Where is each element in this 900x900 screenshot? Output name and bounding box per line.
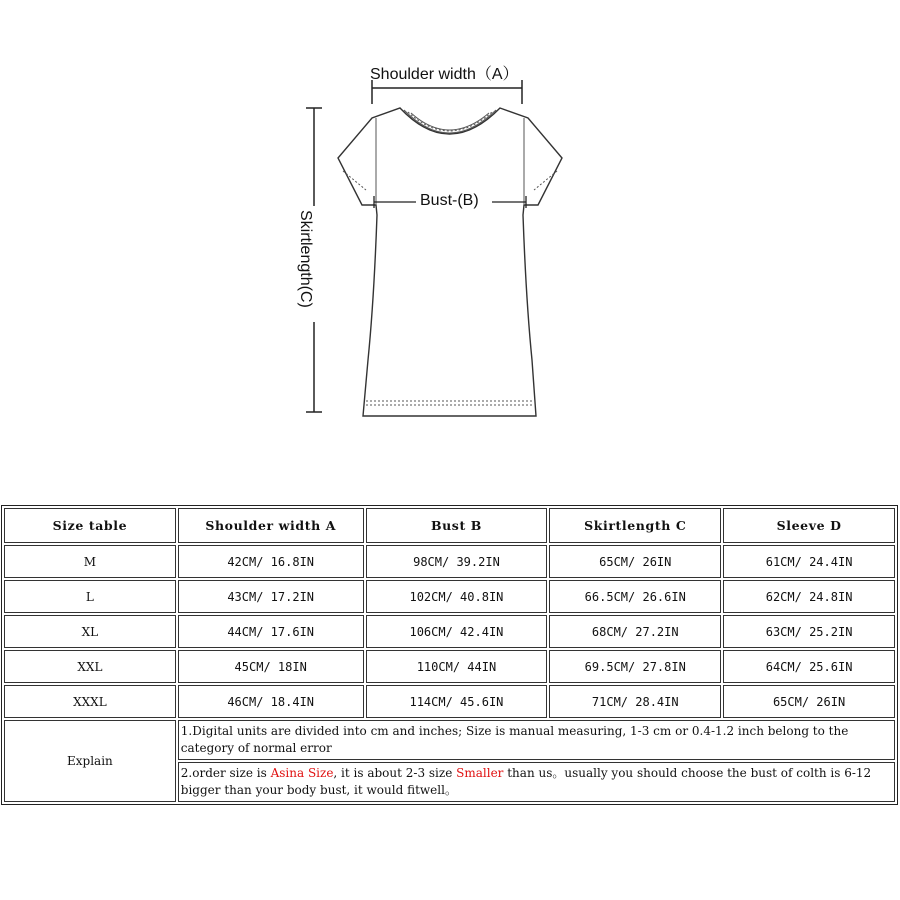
explain-row-1	[4, 720, 895, 760]
header-skirtlength: Skirtlength C	[549, 508, 721, 543]
size-cell: XXL	[4, 650, 176, 683]
table-row	[4, 685, 895, 718]
shoulder-cell: 45CM/ 18IN	[178, 650, 364, 683]
note-2-highlight-smaller: Smaller	[456, 766, 504, 780]
skirt-cell: 69.5CM/ 27.8IN	[549, 650, 721, 683]
garment-outline	[338, 108, 562, 416]
note-2-text-b: , it is about 2-3 size	[333, 766, 457, 780]
sleeve-cell: 63CM/ 25.2IN	[723, 615, 895, 648]
skirt-cell: 66.5CM/ 26.6IN	[549, 580, 721, 613]
explain-label: Explain	[4, 720, 176, 802]
header-size: Size table	[4, 508, 176, 543]
header-shoulder: Shoulder width A	[178, 508, 364, 543]
note-2-highlight-asina-size: Asina Size	[270, 766, 334, 780]
shoulder-cell: 46CM/ 18.4IN	[178, 685, 364, 718]
size-cell: L	[4, 580, 176, 613]
shoulder-width-label: Shoulder width（A）	[370, 66, 519, 83]
note-2-text-a: 2.order size is	[180, 766, 271, 780]
bust-cell: 114CM/ 45.6IN	[366, 685, 548, 718]
note-1: 1.Digital units are divided into cm and inches; Size is manual measuring, 1-3 cm or 0.4-1.2 inch belong to the category of normal error	[178, 720, 895, 760]
table-row	[4, 545, 895, 578]
size-cell: XXXL	[4, 685, 176, 718]
bust-cell: 98CM/ 39.2IN	[366, 545, 548, 578]
header-bust: Bust B	[366, 508, 548, 543]
size-table	[1, 505, 898, 805]
shoulder-cell: 42CM/ 16.8IN	[178, 545, 364, 578]
table-row	[4, 615, 895, 648]
size-cell: M	[4, 545, 176, 578]
bust-label: Bust-(B)	[420, 192, 479, 209]
table-row	[4, 650, 895, 683]
garment-diagram	[0, 0, 900, 440]
size-cell: XL	[4, 615, 176, 648]
bust-cell: 106CM/ 42.4IN	[366, 615, 548, 648]
sleeve-cell: 61CM/ 24.4IN	[723, 545, 895, 578]
table-row	[4, 580, 895, 613]
bust-cell: 110CM/ 44IN	[366, 650, 548, 683]
skirt-cell: 65CM/ 26IN	[549, 545, 721, 578]
note-2-text-c: than us。usually you should choose the bust of colth is 6-12 bigger than your body bust, it would fitwell。	[180, 766, 872, 797]
header-sleeve: Sleeve D	[723, 508, 895, 543]
sleeve-cell: 64CM/ 25.6IN	[723, 650, 895, 683]
skirtlength-label	[296, 210, 314, 308]
skirt-cell: 68CM/ 27.2IN	[549, 615, 721, 648]
shoulder-cell: 43CM/ 17.2IN	[178, 580, 364, 613]
shoulder-cell: 44CM/ 17.6IN	[178, 615, 364, 648]
table-header-row	[4, 508, 895, 543]
sleeve-cell: 62CM/ 24.8IN	[723, 580, 895, 613]
bust-cell: 102CM/ 40.8IN	[366, 580, 548, 613]
sleeve-cell: 65CM/ 26IN	[723, 685, 895, 718]
note-2	[178, 762, 895, 802]
skirtlength-label-text: Skirtlength(C)	[297, 210, 314, 308]
skirt-cell: 71CM/ 28.4IN	[549, 685, 721, 718]
